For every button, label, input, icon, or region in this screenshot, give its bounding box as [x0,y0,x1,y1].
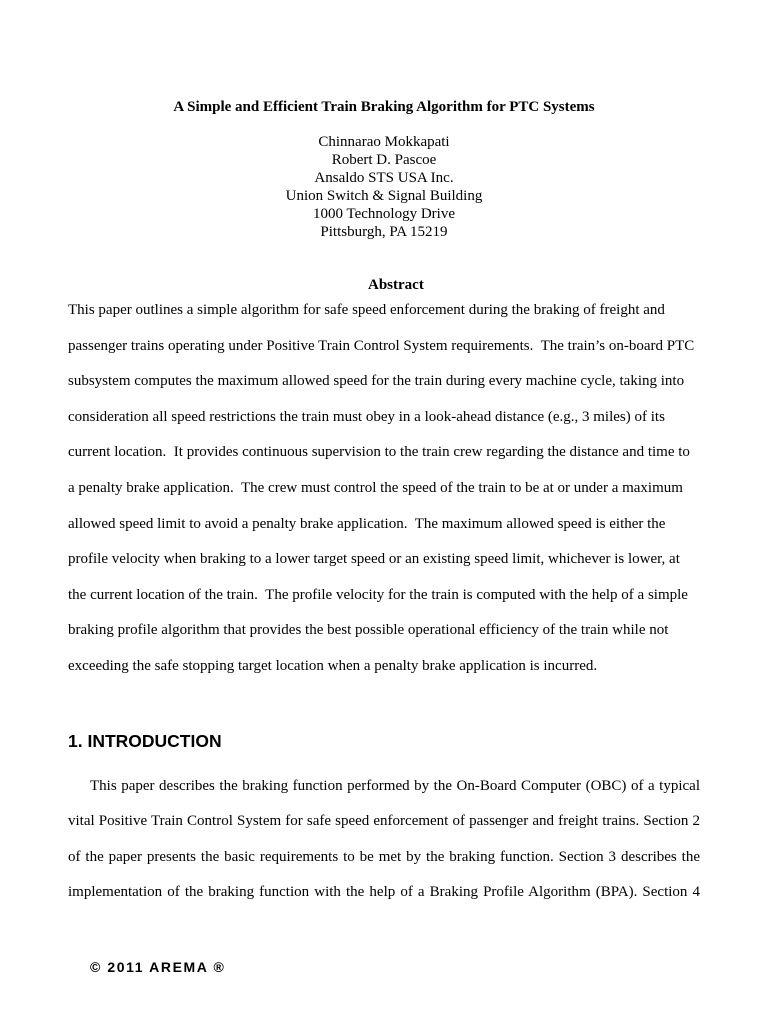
body-line: This paper describes the braking function performed by the On-Board Computer (OBC) of a typical [90,778,700,794]
abstract-line: current location. It provides continuous supervision to the train crew regarding the distance and time to [68,444,690,461]
abstract-line: consideration all speed restrictions the train must obey in a look-ahead distance (e.g., 3 miles) of its [68,408,665,425]
author-name: Robert D. Pascoe [331,152,437,168]
abstract-paragraph [68,293,708,685]
body-line: vital Positive Train Control System for safe speed enforcement of passenger and freight trains. Section 2 [68,813,700,830]
abstract-line: exceeding the safe stopping target location when a penalty brake application is incurred. [68,657,598,674]
abstract-line: a penalty brake application. The crew must control the speed of the train to be at or under a maximum [68,479,683,496]
abstract-line: allowed speed limit to avoid a penalty brake application. The maximum allowed speed is either the [68,515,666,532]
abstract-line: subsystem computes the maximum allowed speed for the train during every machine cycle, taking into [68,373,685,390]
body-line: of the paper presents the basic requirements to be met by the braking function. Section 3 describes the [68,848,700,865]
introduction-paragraph [68,769,700,911]
author-name: Chinnarao Mokkapati [318,134,450,150]
abstract-line: passenger trains operating under Positive Train Control System requirements. The train’s on-board PTC [68,337,695,354]
abstract-line: braking profile algorithm that provides the best possible operational efficiency of the train while not [68,622,669,639]
body-line: implementation of the braking function with the help of a Braking Profile Algorithm (BPA). Section 4 [68,884,700,901]
affiliation-line: 1000 Technology Drive [313,206,455,222]
abstract-line: This paper outlines a simple algorithm for safe speed enforcement during the braking of freight and [68,302,665,318]
section-heading: 1. INTRODUCTION [68,731,222,751]
paper-title: A Simple and Efficient Train Braking Algorithm for PTC Systems [173,99,595,115]
abstract-line: the current location of the train. The profile velocity for the train is computed with the help of a simple [68,586,688,603]
affiliation-line: Ansaldo STS USA Inc. [314,170,454,186]
affiliation-line: Pittsburgh, PA 15219 [320,224,448,240]
copyright-footer: © 2011 AREMA ® [90,959,226,975]
abstract-heading: Abstract [368,277,424,293]
author-block [0,133,768,241]
affiliation-line: Union Switch & Signal Building [285,188,483,204]
abstract-line: profile velocity when braking to a lower target speed or an existing speed limit, whichever is lower, at [68,551,680,568]
